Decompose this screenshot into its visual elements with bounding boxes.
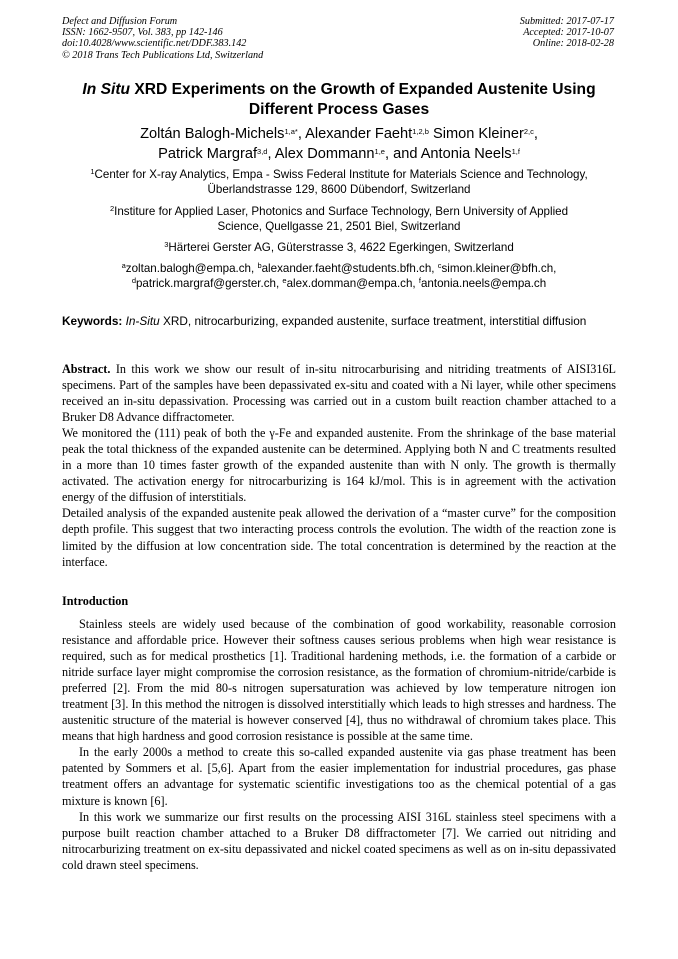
copyright: © 2018 Trans Tech Publications Ltd, Switzerland <box>62 49 264 61</box>
keywords-text: XRD, nitrocarburizing, expanded austenite, surface treatment, interstitial diffusion <box>159 314 587 328</box>
title-line1: XRD Experiments on the Growth of Expanded Austenite Using <box>130 81 596 98</box>
author-1-sup: 1,a* <box>284 127 298 136</box>
abstract-label: Abstract. <box>62 362 111 376</box>
author-5: , Alex Dommann <box>267 146 375 162</box>
doi: doi:10.4028/www.scientific.net/DDF.383.142 <box>62 38 247 50</box>
abstract <box>62 361 616 570</box>
author-1: Zoltán Balogh-Michels <box>140 126 285 142</box>
journal-name: Defect and Diffusion Forum <box>62 16 178 27</box>
introduction-heading: Introduction <box>62 594 129 608</box>
email-e-sup: e <box>282 275 287 285</box>
online-date: Online: 2018-02-28 <box>532 38 614 50</box>
intro-p2: In the early 2000s a method to create this so-called expanded austenite via gas phase treatment has been patented by Sommers et al. [5,6]. Apart from the easier implementation for industrial procedures, gas phase treatment offers an advantage for systematic scientific investigations too as the chemical potential of a gas mixture is known [6]. <box>62 745 616 808</box>
paper-title <box>62 80 616 120</box>
abstract-p1-text: In this work we show our result of in-situ nitrocarburising and nitriding treatments of AISI316L specimens. Part of the samples have been depassivated ex-situ and coated with a Ni layer, while other specimens received an in-situ depassivation. Processing was carried out in a custom built reaction chamber attached to a Bruker D8 Advance diffractometer. <box>62 362 616 425</box>
author-2: , Alexander Faeht <box>297 126 413 142</box>
keywords-label: Keywords: <box>62 314 123 328</box>
affiliation-3-num: 3 <box>164 240 169 249</box>
keywords <box>62 314 616 329</box>
affiliation-1-num: 1 <box>90 167 95 176</box>
author-4: Patrick Margraf <box>158 146 258 162</box>
affiliation-1-line2: Überlandstrasse 129, 8600 Dübendorf, Switzerland <box>207 182 471 196</box>
author-5-sup: 1,e <box>374 147 385 156</box>
author-6: , and Antonia Neels <box>384 146 512 162</box>
email-c[interactable]: simon.kleiner@bfh.ch, <box>441 262 557 275</box>
affiliation-3 <box>62 241 616 256</box>
title-italic: In Situ <box>82 81 131 98</box>
author-list <box>62 124 616 164</box>
abstract-p3: Detailed analysis of the expanded austenite peak allowed the derivation of a “master curve” for the composition depth profile. This suggest that two interacting process controls the evolution. The width of the reaction zone is limited by the diffusion at low concentration side. The total concentration is determined by the reaction at the interface. <box>62 506 616 569</box>
author-2-sup: 1,2,b <box>412 127 429 136</box>
accepted-date: Accepted: 2017-10-07 <box>523 27 614 39</box>
email-d-sup: d <box>131 275 136 285</box>
journal-header <box>62 16 263 61</box>
email-d[interactable]: patrick.margraf@gerster.ch, <box>135 276 283 290</box>
affiliation-2-num: 2 <box>109 204 115 213</box>
author-3-sup: 2,c <box>523 127 534 136</box>
email-e[interactable]: alex.domman@empa.ch, <box>286 276 419 290</box>
author-3: Simon Kleiner <box>428 126 524 142</box>
email-f[interactable]: antonia.neels@empa.ch <box>420 276 547 290</box>
introduction <box>62 616 616 873</box>
email-a[interactable]: zoltan.balogh@empa.ch, <box>125 262 258 275</box>
intro-p1: Stainless steels are widely used because of the combination of good workability, reasonable corrosion resistance and affordable price. However their softness causes serious problems when high wear resistance is required, such as for medical prosthetics [1]. Traditional hardening methods, i.e. the formation of a carbide or nitride surface layer might compromise the corrosion resistance, as the formation of chromium-nitride/carbide is preferred [2]. From the mid 80-s nitrogen supersaturation was achieved by low temperature nitrogen ion treatment [3]. In this method the nitrogen is dissolved interstitially which leads to high stresses and hardness. The austenitic structure of the material is however conserved [4], thus no withdrawal of chromium takes place. This means that high hardness and good corrosion resistance is possible at the same time. <box>62 617 616 744</box>
submitted-date: Submitted: 2017-07-17 <box>519 16 614 27</box>
dates-header <box>520 16 614 50</box>
email-b-sup: b <box>257 261 262 270</box>
author-3-comma: , <box>533 126 538 142</box>
email-f-sup: f <box>418 275 421 285</box>
affiliation-1-line1: Center for X-ray Analytics, Empa - Swiss Federal Institute for Materials Science and Technology, <box>94 168 588 181</box>
email-b[interactable]: alexander.faeht@students.bfh.ch, <box>261 262 438 275</box>
abstract-p1 <box>62 361 616 425</box>
author-emails <box>62 262 616 291</box>
affiliation-1 <box>62 168 616 197</box>
affiliation-2-line1: Institure for Applied Laser, Photonics and Surface Technology, Bern University of Applied <box>114 205 569 218</box>
abstract-p2: We monitored the (111) peak of both the γ-Fe and expanded austenite. From the shrinkage of the base material peak the total thickness of the expanded austenite can be determined. Applying both N and C treatments resulted in a more than 10 times faster growth of the expanded austenite than with N only. The growth is thermally activated. The activation energy for nitrocarburizing is 164 kJ/mol. This is in agreement with the activation energy of the diffusion of interstitials. <box>62 426 616 505</box>
affiliation-3-line1: Härterei Gerster AG, Güterstrasse 3, 4622 Egerkingen, Switzerland <box>168 241 514 254</box>
affiliation-2-line2: Science, Quellgasse 21, 2501 Biel, Switzerland <box>217 219 461 233</box>
author-4-sup: 3,d <box>257 147 268 156</box>
intro-p3: In this work we summarize our first results on the processing AISI 316L stainless steel specimens with a purpose built reaction chamber attached to a Bruker D8 diffractometer [7]. We carried out nitriding and nitrocarburizing treatment on ex-situ depassivated and nickel coated specimens as well as on in-situ depassivated cold drawn steel specimens. <box>62 809 616 872</box>
title-line2: Different Process Gases <box>248 101 430 118</box>
author-6-sup: 1,f <box>511 147 520 156</box>
keywords-italic: In-Situ <box>125 314 160 328</box>
email-c-sup: c <box>437 261 442 270</box>
affiliation-2 <box>62 205 616 234</box>
email-a-sup: a <box>121 261 126 270</box>
issn: ISSN: 1662-9507, Vol. 383, pp 142-146 <box>62 27 223 39</box>
